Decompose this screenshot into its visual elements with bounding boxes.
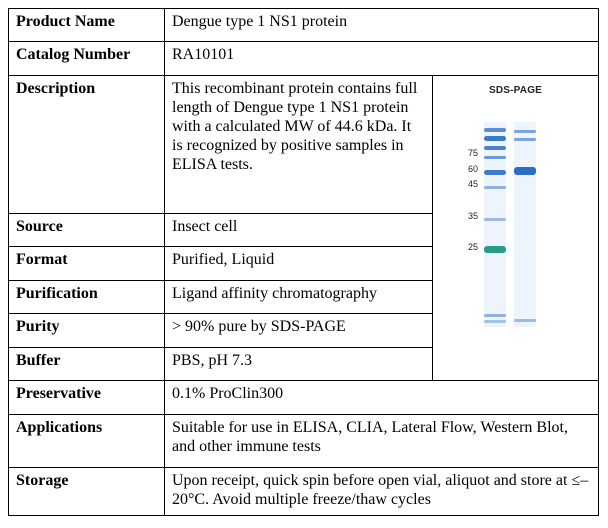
- row-label: Preservative: [9, 381, 165, 415]
- row-label: Product Name: [9, 9, 165, 42]
- storage-value: Upon receipt, quick spin before open vial, aliquot and store at ≤–20°C. Avoid multiple freeze/thaw cycles: [165, 468, 599, 516]
- applications-value: Suitable for use in ELISA, CLIA, Lateral Flow, Western Blot, and other immune tests: [165, 415, 599, 468]
- marker-label-75: 75: [467, 148, 478, 158]
- gel-band: [484, 128, 506, 132]
- row-label: Storage: [9, 468, 165, 516]
- gel-band: [484, 136, 506, 141]
- row-label: Catalog Number: [9, 42, 165, 76]
- sample-lane: [514, 122, 536, 327]
- table-row: [9, 468, 599, 516]
- table-row: [9, 415, 599, 468]
- gel-band: [514, 138, 536, 141]
- gel-band: [484, 246, 506, 253]
- gel-image: [440, 104, 596, 334]
- table-row: [9, 42, 599, 76]
- marker-lane: [484, 122, 506, 327]
- row-label: Purity: [9, 314, 165, 348]
- format-value: Purified, Liquid: [165, 247, 433, 281]
- marker-label-35: 35: [467, 211, 478, 221]
- purity-value: > 90% pure by SDS-PAGE: [165, 314, 433, 348]
- row-label: Description: [9, 76, 165, 214]
- gel-band: [484, 146, 506, 150]
- marker-label-60: 60: [467, 164, 478, 174]
- sds-page-figure: [433, 76, 599, 381]
- table-row: [9, 381, 599, 415]
- gel-band: [514, 167, 536, 175]
- row-label: Format: [9, 247, 165, 281]
- gel-band: [484, 170, 506, 175]
- table-row: [9, 76, 599, 214]
- gel-band: [484, 314, 506, 317]
- gel-band: [484, 186, 506, 189]
- description-value: This recombinant protein contains full length of Dengue type 1 NS1 protein with a calculated MW of 44.6 kDa. It is recognized by positive samples in ELISA tests.: [165, 76, 433, 214]
- row-label: Buffer: [9, 348, 165, 381]
- source-value: Insect cell: [165, 214, 433, 247]
- row-label: Applications: [9, 415, 165, 468]
- gel-band: [514, 130, 536, 133]
- product-name-value: Dengue type 1 NS1 protein: [165, 9, 599, 42]
- row-label: Source: [9, 214, 165, 247]
- gel-band: [484, 156, 506, 159]
- spec-sheet: [8, 8, 599, 516]
- product-spec-table: [8, 8, 599, 516]
- gel-band: [484, 218, 506, 221]
- purification-value: Ligand affinity chromatography: [165, 281, 433, 314]
- catalog-number-value: RA10101: [165, 42, 599, 76]
- table-row: [9, 9, 599, 42]
- gel-band: [514, 319, 536, 322]
- marker-label-45: 45: [467, 179, 478, 189]
- row-label: Purification: [9, 281, 165, 314]
- marker-label-25: 25: [467, 242, 478, 252]
- buffer-value: PBS, pH 7.3: [165, 348, 433, 381]
- gel-title: SDS-PAGE: [488, 85, 543, 96]
- preservative-value: 0.1% ProClin300: [165, 381, 599, 415]
- gel-band: [484, 320, 506, 323]
